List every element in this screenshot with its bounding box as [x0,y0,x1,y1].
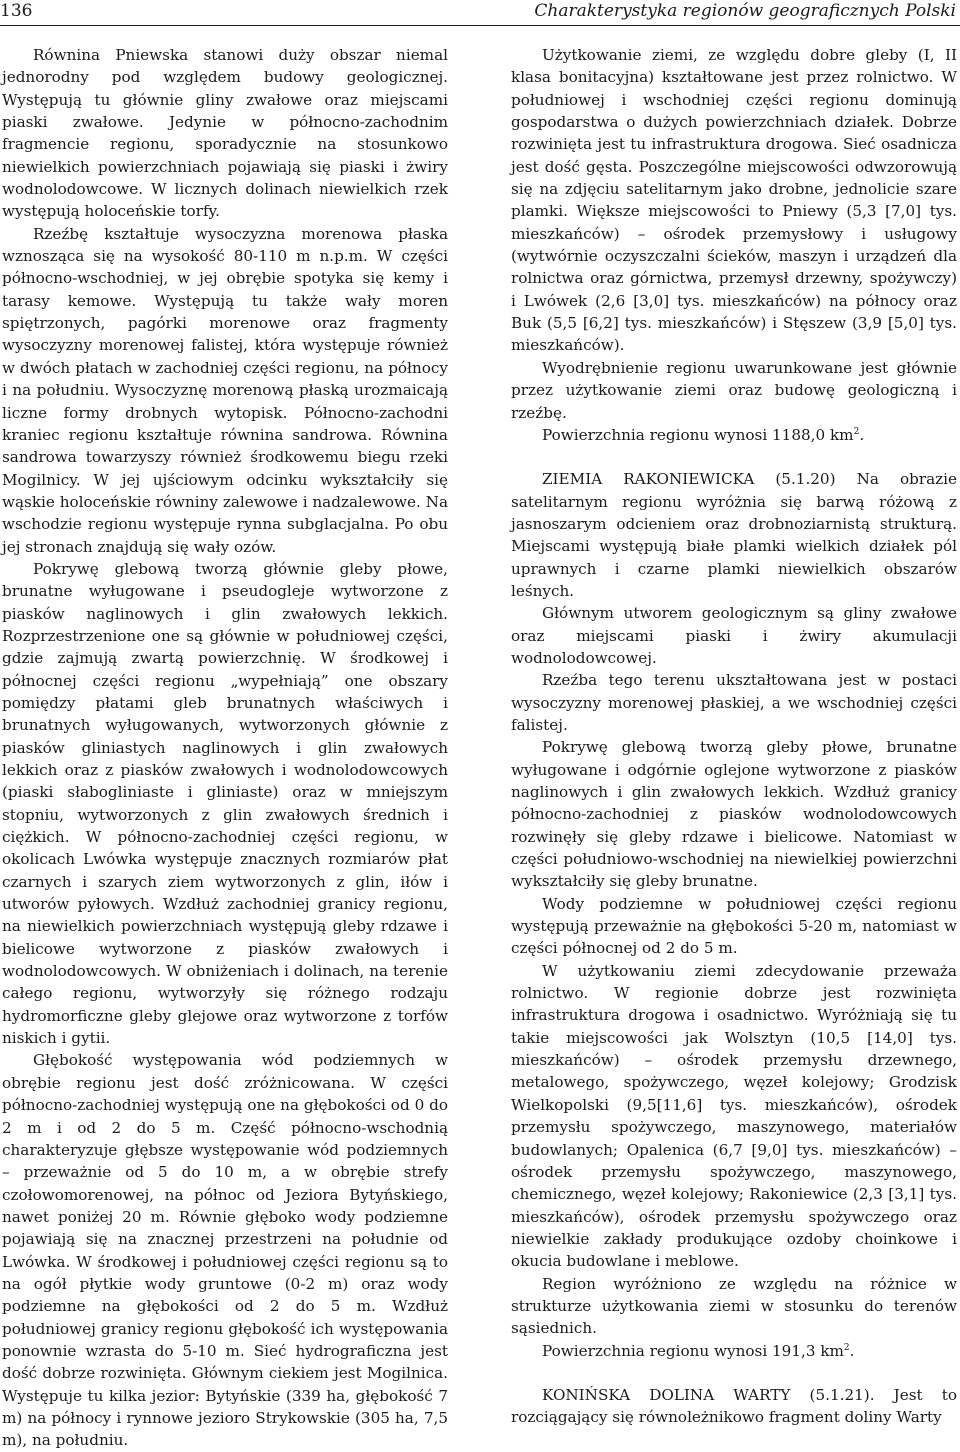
area-text: Powierzchnia regionu wynosi 1188,0 km [542,425,854,444]
paragraph-water-rakoniewicka: Wody podziemne w południowej części regionu występują przeważnie na głębokości 5-20 m, natomiast w części północnej od 2 do 5 m. [511,894,957,958]
page-header [0,0,960,26]
paragraph-koninska-dolina-warty: KONIŃSKA DOLINA WARTY (5.1.21). Jest to rozciągający się równoleżnikowo fragment doliny Warty [511,1385,957,1427]
right-column [511,44,957,1429]
paragraph-land-use: Użytkowanie ziemi, ze względu dobre gleby (I, II klasa bonitacyjna) kształtowane jest przez rolnictwo. W południowej i wschodniej części regionu dominują gospodarstwa o dużych powierzchniach działek. Dobrze rozwinięta jest tu infrastruktura drogowa. Sieć osadnicza jest dość gęsta. Poszczególne miejscowości odwzorowują się na zdjęciu satelitarnym jako drobne, jednolicie szare plamki. Większe miejscowości to Pniewy (5,3 [7,0] tys. mieszkańców) – ośrodek przemysłowy i usługowy (wytwórnie oczyszczalni ścieków, maszyn i urządzeń dla rolnictwa oraz górnictwa, przemysł drzewny, spożywczy) i Lwówek (2,6 [3,0] tys. mieszkańców) na północy oraz Buk (5,5 [6,2] tys. mieszkańców) i Stęszew (3,9 [5,0] tys. mieszkańców). [511,46,957,355]
area-text: Powierzchnia regionu wynosi 191,3 km [542,1341,844,1360]
paragraph-land-use-rakoniewicka: W użytkowaniu ziemi zdecydowanie przeważa rolnictwo. W regionie dobrze jest rozwinięta infrastruktura drogowa i osadnictwo. Wyróżniają się tu takie miejscowości jak Wolsztyn (10,5 [14,0] tys. mieszkańców) – ośrodek przemysłu drzewnego, metalowego, spożywczego, węzeł kolejowy; Grodzisk Wielkopolski (9,5[11,6] tys. mieszkańców), ośrodek przemysłu spożywczego, maszynowego, materiałów budowlanych; Opalenica (6,7 [9,0] tys. mieszkańców) – ośrodek przemysłu spożywczego, maszynowego, chemicznego, węzeł kolejowy; Rakoniewice (2,3 [3,1] tys. mieszkańców), ośrodek przemysłu spożywczego oraz niewielkie zakłady produkujące ozdoby choinkowe i okucia budowlane i meblowe. [511,961,957,1271]
paragraph-region-distinction: Wyodrębnienie regionu uwarunkowane jest głównie przez użytkowanie ziemi oraz budowę geologiczną i rzeźbę. [511,358,957,422]
paragraph-geology-rakoniewicka: Głównym utworem geologicznym są gliny zwałowe oraz miejscami piaski i żwiry akumulacji wodnolodowcowej. [511,604,957,667]
paragraph-distinction-rakoniewicka: Region wyróżniono ze względu na różnice w strukturze użytkowania ziemi w stosunku do terenów sąsiednich. [511,1274,957,1338]
area-period: . [849,1341,855,1360]
paragraph-ziemia-rakoniewicka: ZIEMIA RAKONIEWICKA (5.1.20) Na obrazie satelitarnym regionu wyróżnia się barwą różową z jasnoszarym odcieniem oraz drobnoziarnistą strukturą. Miejscami występują białe plamki wielkich działek pól uprawnych i czarne plamki niewielkich obszarów leśnych. [511,470,957,600]
paragraph-groundwater: Głębokość występowania wód podziemnych w obrębie regionu jest dość zróżnicowana. W części północno-zachodniej występują one na głębokości od 0 do 2 m i od 2 do 5 m. Część północno-wschodnią charakteryzuje głębsze występowanie wód podziemnych – przeważnie od 5 do 10 m, a w obrębie strefy czołowomorenowej, na północ od Jeziora Bytyńskiego, nawet poniżej 20 m. Równie głęboko wody podziemne pojawiają się na znacznej przestrzeni na południe od Lwówka. W środkowej i południowej części regionu są to na ogół płytkie wody gruntowe (0-2 m) oraz wody podziemne na głębokości od 2 do 5 m. Wzdłuż południowej granicy regionu głębokość ich występowania ponownie wzrasta do 5-10 m. Sieć hydrograficzna jest dość dobrze rozwinięta. Głównym ciekiem jest Mogilnica. Występuje tu kilka jezior: Bytyńskie (339 ha, głębokość 7 m) na północy i rynnowe jezioro Strykowskie (305 ha, 7,5 m), na południu. [2,1051,448,1450]
page-number: 136 [0,1,33,21]
paragraph-relief-rakoniewicka: Rzeźba tego terenu ukształtowana jest w postaci wysoczyzny morenowej płaskiej, a we wschodniej części falistej. [511,671,957,734]
area-period: . [859,425,865,444]
paragraph-relief: Rzeźbę kształtuje wysoczyzna morenowa płaska wznosząca się na wysokość 80-110 m n.p.m. W części północno-wschodniej, w jej obrębie spotyka się kemy i tarasy kemowe. Występują tu także wały moren spiętrzonych, pagórki morenowe oraz fragmenty wysoczyzny morenowej falistej, która występuje również w dwóch płatach w zachodniej części regionu, na północy i na południu. Wysoczyznę morenową płaską urozmaicają liczne formy drobnych wytopisk. Północno-zachodni kraniec regionu kształtuje równina sandrowa. Równina sandrowa towarzyszy również środkowemu biegu rzeki Mogilnicy. W jej ujściowym odcinku wykształciły się wąskie holoceńskie równiny zalewowe i nadzalewowe. Na wschodzie regionu występuje rynna subglacjalna. Po obu jej stronach znajdują się wały ozów. [2,224,448,556]
paragraph-geology: Równina Pniewska stanowi duży obszar niemal jednorodny pod względem budowy geologicznej. Występują tu głównie gliny zwałowe oraz miejscami piaski zwałowe. Jedynie w północno-zachodnim fragmencie regionu, sporadycznie na stosunkowo niewielkich powierzchniach pojawiają się piaski i żwiry wodnolodowcowe. W licznych dolinach niewielkich rzek występują holoceńskie torfy. [2,46,448,221]
left-column [2,44,448,1452]
running-title: Charakterystyka regionów geograficznych Polski [534,1,956,21]
area-superscript: 2 [843,1342,850,1353]
area-superscript: 2 [853,426,860,437]
header-rule [0,25,960,26]
paragraph-region-area [511,424,957,446]
paragraph-soils-rakoniewicka: Pokrywę glebową tworzą gleby płowe, brunatne wyługowane i odgórnie oglejone wytworzone z piasków naglinowych i glin zwałowych lekkich. Wzdłuż granicy północno-zachodniej z piasków wodnolodowcowych rozwinęły się gleby rdzawe i bielicowe. Natomiast w części południowo-wschodniej na niewielkiej powierzchni wykształciły się gleby brunatne. [511,738,957,891]
paragraph-area-rakoniewicka [511,1340,957,1362]
paragraph-soils: Pokrywę glebową tworzą głównie gleby płowe, brunatne wyługowane i pseudogleje wytworzone z piasków naglinowych i glin zwałowych lekkich. Rozprzestrzenione one są głównie w południowej części, gdzie zajmują zwartą powierzchnię. W środkowej i północnej części regionu „wypełniają” one obszary pomiędzy płatami gleb brunatnych właściwych i brunatnych wyługowanych, wytworzonych głównie z piasków gliniastych naglinowych i glin zwałowych lekkich oraz z piasków zwałowych i wodnolodowcowych (piaski słabogliniaste i gliniaste) oraz w mniejszym stopniu, wytworzonych z glin zwałowych średnich i ciężkich. W północno-zachodniej części regionu, w okolicach Lwówka występuje znacznych rozmiarów płat czarnych i szarych ziem wytworzonych z glin, iłów i utworów pyłowych. Wzdłuż zachodniej granicy regionu, na niewielkich powierzchniach występują gleby rdzawe i bielicowe wytworzone z piasków zwałowych i wodnolodowcowych. W obniżeniach i dolinach, na terenie całego regionu, wytworzyły się różnego rodzaju hydromorficzne gleby glejowe oraz wytworzone z torfów niskich i gytii. [2,559,448,1048]
